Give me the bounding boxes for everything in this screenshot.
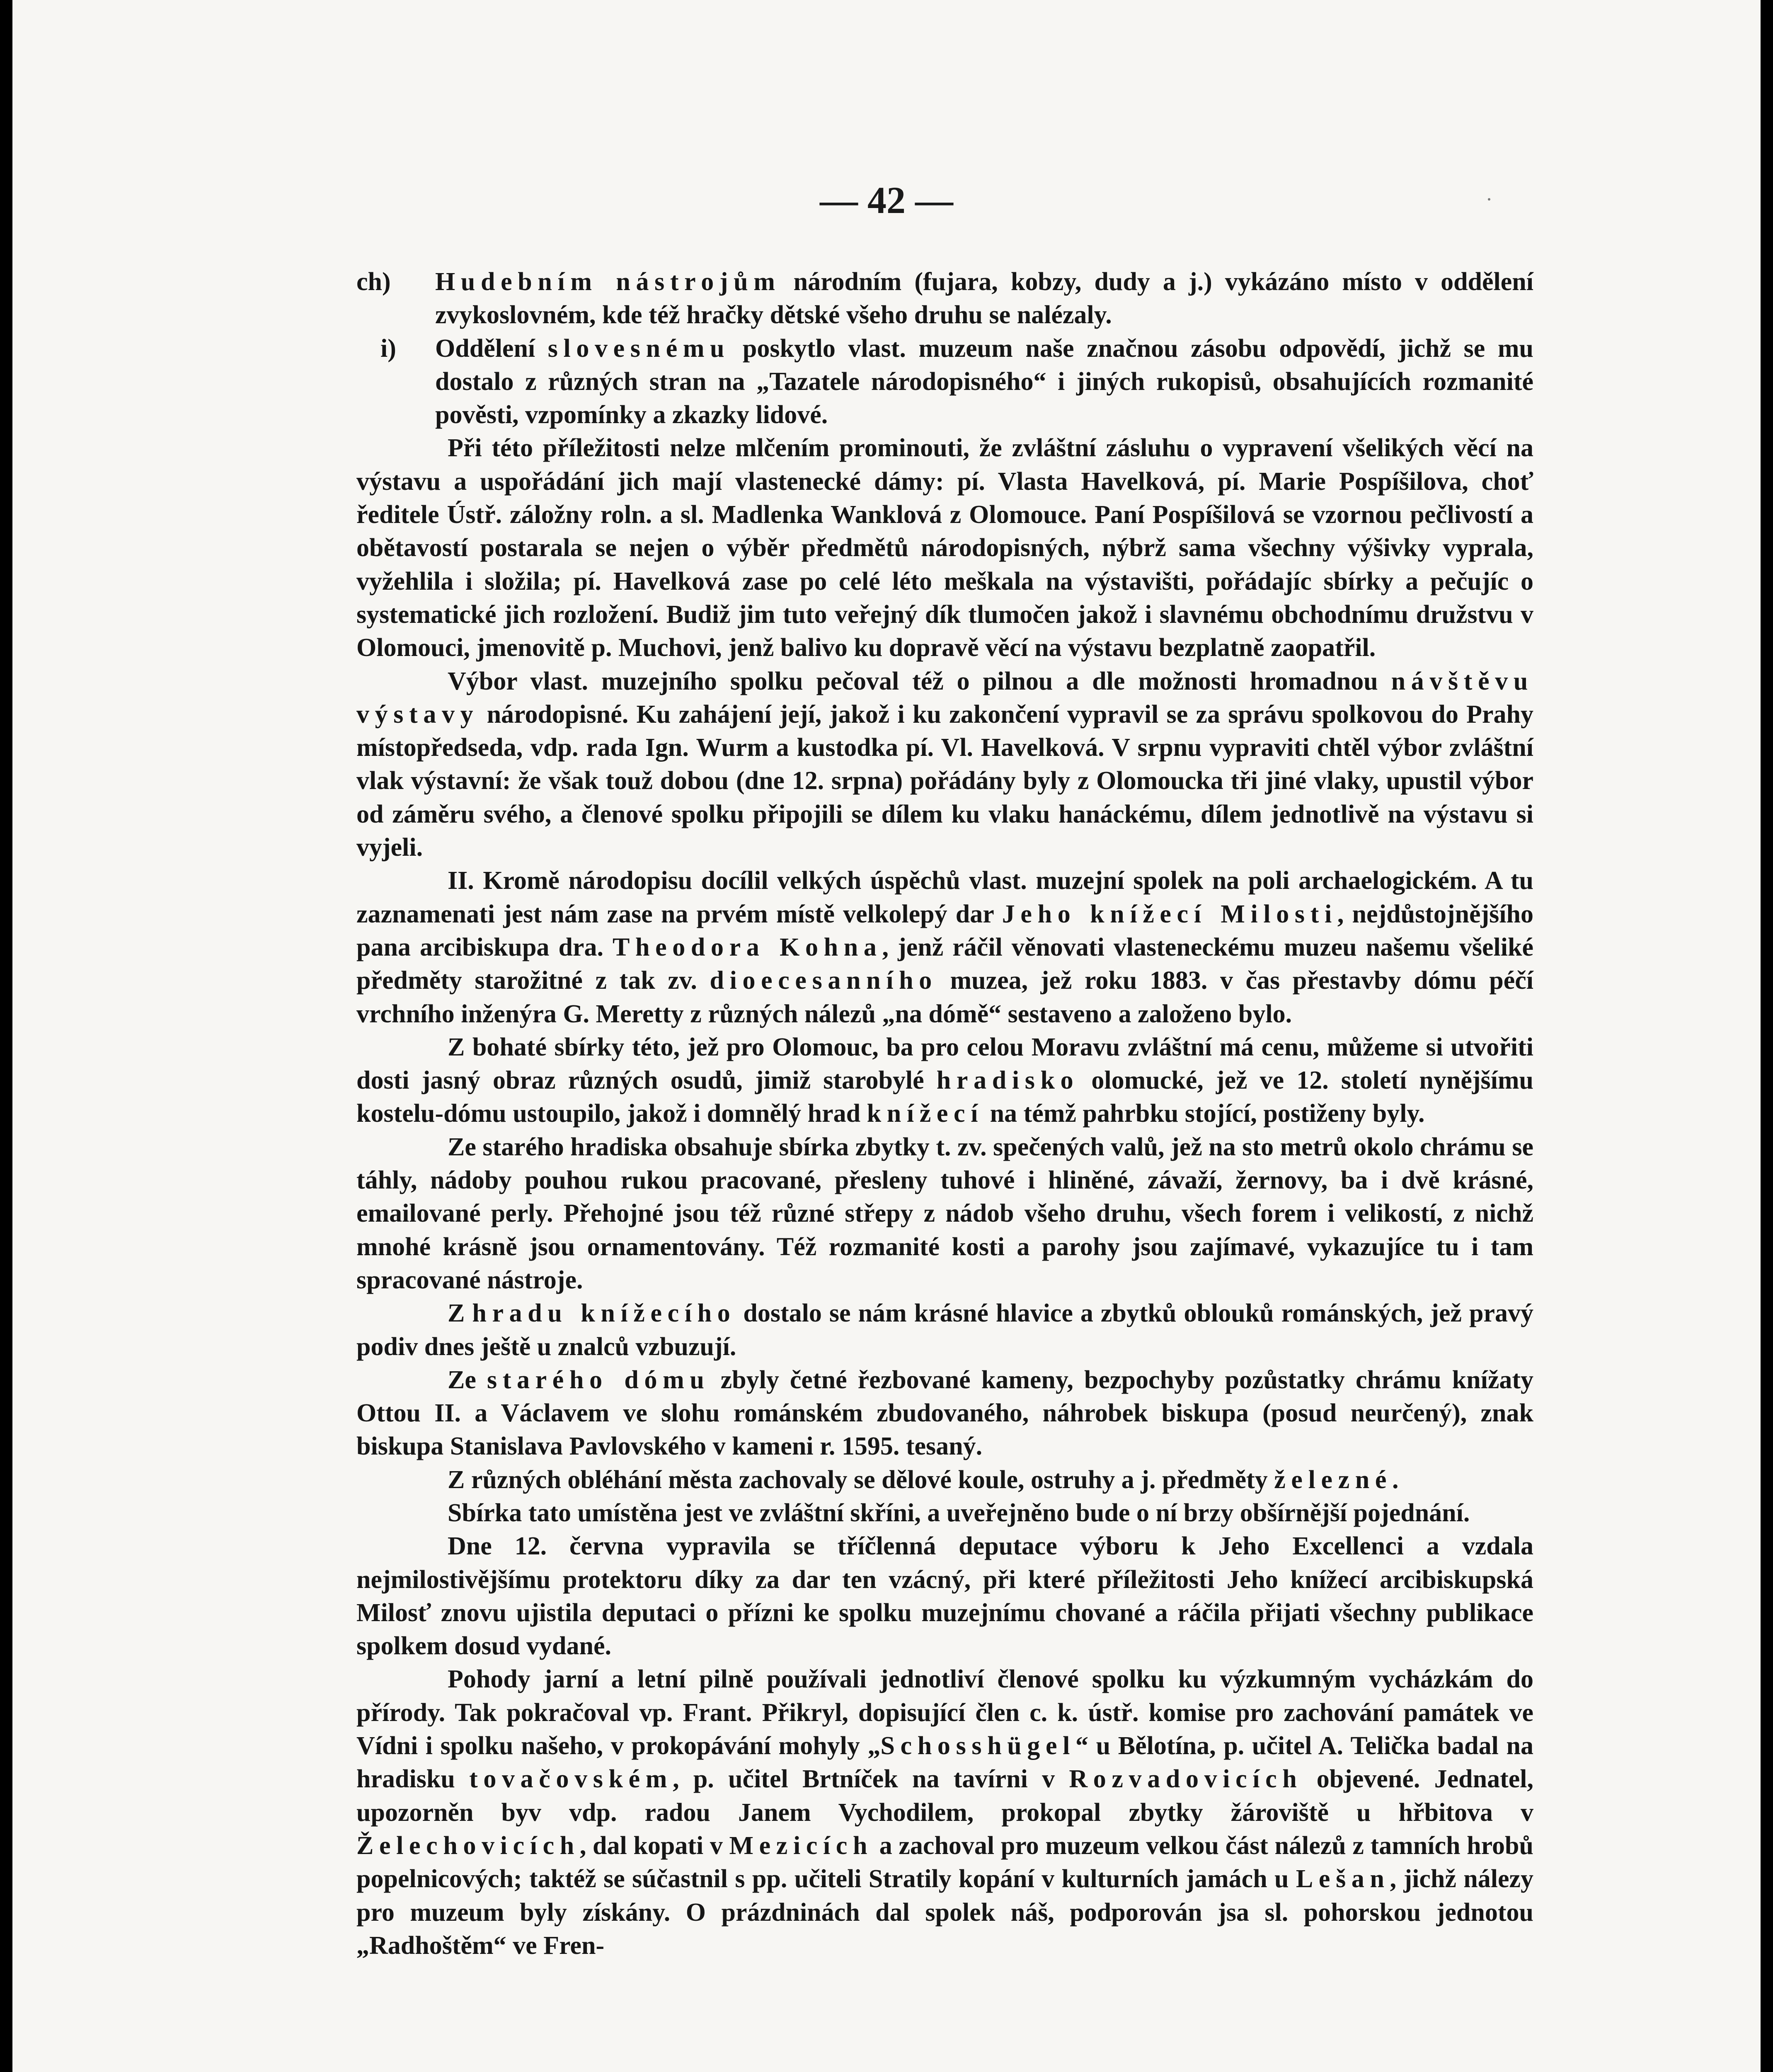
spaced-emphasis: Hudebním nástrojům xyxy=(435,268,781,296)
text-run: Oddělení xyxy=(435,334,548,363)
spaced-emphasis: knížecí xyxy=(867,1099,984,1128)
paragraph xyxy=(356,265,1533,332)
paragraph xyxy=(356,431,1533,664)
spaced-emphasis: tovačovském xyxy=(469,1765,673,1794)
spaced-emphasis: železné. xyxy=(1274,1465,1405,1494)
text-run: A tu zaznamenati jest nám zase na prvém místě velkolepý dar xyxy=(356,867,1533,928)
paragraph xyxy=(356,1031,1533,1130)
paragraph xyxy=(356,864,1533,1030)
text-run: zbyly četné řezbované kameny, bezpochyby pozůstatky chrámu knížaty Ottou II. a Václavem ve slohu románském zbudovaného, náhrobek biskupa (posud neurčený), znak biskupa Stanislava Pavlovského v kameni r. 1595. tesaný. xyxy=(356,1365,1533,1461)
spaced-emphasis: Theodora Kohna xyxy=(613,933,882,961)
spaced-emphasis: dioecesanního xyxy=(710,966,937,995)
text-run: , p. učitel Brtníček na tavírni v xyxy=(673,1765,1069,1794)
text-run: Pohody jarní a letní pilně používali jednotliví členové spolku ku výzkumným vycházkám do přírody. Tak pokračoval vp. Frant. Přikryl, dopisující člen c. k. ústř. komise pro zachování památek ve Vídni i spolku našeho, v prokopávání mohyly „ xyxy=(356,1665,1533,1760)
text-run: poskytlo vlast. muzeum naše značnou zásobu odpovědí, jichž se mu dostalo z různých stran na „Tazatele národopisného“ i jiných rukopisů, obsahujících rozmanité pověsti, vzpomínky a zkazky lidové. xyxy=(435,334,1533,429)
paragraph-label: ch) xyxy=(356,268,391,296)
bold-emphasis: archaelogickém. xyxy=(1298,867,1477,895)
paragraph xyxy=(356,1496,1533,1530)
text-run: II. Kromě národopisu docílil velkých úspěchů vlast. muzejní spolek na poli xyxy=(448,867,1298,895)
text-run: , nejdůstojnějšího pana arcibiskupa dra. xyxy=(356,900,1533,961)
paragraph xyxy=(356,665,1533,864)
text-run: dostalo se nám krásné hlavice a zbytků oblouků románských, jež pravý podiv dnes ještě u znalců vzbuzují. xyxy=(356,1299,1533,1361)
text-run: Dne 12. června vypravila se tříčlenná deputace výboru k Jeho Excellenci a vzdala nejmilostivějšímu protektoru díky za dar ten vzácný, při které příležitosti Jeho knížecí arcibiskupská Milosť znovu ujistila deputaci o přízni ke spolku muzejnímu chované a ráčila přijati všechny publikace spolkem dosud vydané. xyxy=(356,1532,1533,1661)
spaced-emphasis: slovesnému xyxy=(547,334,730,363)
text-run: Z xyxy=(448,1299,472,1328)
text-run: Sbírka tato umístěna jest ve zvláštní skříni, a uveřejněno bude o ní brzy obšírnější pojednání. xyxy=(448,1498,1470,1527)
text-run: , dal kopati v xyxy=(579,1831,729,1860)
text-run: národním (fujara, kobzy, dudy a j.) vykázáno místo v oddělení zvykoslovném, kde též hračky dětské všeho druhu se nalézaly. xyxy=(435,268,1533,329)
spaced-emphasis: Mezicích xyxy=(729,1831,873,1860)
spaced-emphasis: Schosshügel xyxy=(880,1732,1076,1760)
spaced-emphasis: starého dómu xyxy=(487,1365,710,1394)
page-number: — 42 — xyxy=(820,179,953,221)
text-run: olomucké, jež ve 12. století nynějšímu kostelu-dómu ustoupilo, jakož i domnělý hrad xyxy=(356,1066,1533,1128)
text-run: národopisné. Ku zahájení její, jakož i ku zakončení vypravil se za správu spolkovou do Prahy místopředseda, vdp. rada Ign. Wurm a kustodka pí. Vl. Havelková. V srpnu vypraviti chtěl výbor zvláštní vlak výstavní: že však touž dobou (dne 12. srpna) pořádány byly z Olomoucka tři jiné vlaky, upustil výbor od záměru svého, a členové spolku připojili se dílem ku vlaku hanáckému, dílem jednotlivě na výstavu si vyjeli. xyxy=(356,700,1533,862)
paragraph xyxy=(356,1130,1533,1297)
paragraph xyxy=(356,1297,1533,1363)
text-run: Při této příležitosti nelze mlčením prominouti, že zvláštní zásluhu o vypravení všelikých věcí na výstavu a uspořádání jich mají vlastenecké dámy: pí. Vlasta Havelková, pí. Marie Pospíšilova, choť ředitele Ústř. záložny roln. a sl. Madlenka Wanklová z Olomouce. Paní Pospíšilová se vzornou pečlivostí a obětavostí postarala se nejen o výběr předmětů národopisných, nýbrž sama všechny výšivky vyprala, vyžehlila i složila; pí. Havelková zase po celé léto meškala na výstavišti, pořádajíc sbírky a pečujíc o systematické jich rozložení. Budiž jim tuto veřejný dík tlumočen jakož i slavnému obchodnímu družstvu v Olomouci, jmenovitě p. Muchovi, jenž balivo ku dopravě věcí na výstavu bezplatně zaopatřil. xyxy=(356,434,1533,662)
spaced-emphasis: Želechovicích xyxy=(356,1831,580,1860)
text-run: Ze starého hradiska obsahuje sbírka zbytky t. zv. spečených valů, jež na sto metrů okolo chrámu se táhly, nádoby pouhou rukou pracované, přesleny tuhové i hliněné, závaží, žernovy, ba i dvě krásné, emailované perly. Přehojné jsou též různé střepy z nádob všeho druhu, všech forem i velikostí, z nichž mnohé krásně jsou ornamentovány. Též rozmanité kosti a parohy jsou zajímavé, vykazujíce tu i tam spracované nástroje. xyxy=(356,1133,1533,1294)
spaced-emphasis: hradu knížecího xyxy=(472,1299,736,1328)
text-run: Z bohaté sbírky této, jež pro Olomouc, ba pro celou Moravu zvláštní má cenu, můžeme si utvořiti dosti jasný obraz různých osudů, jimiž starobylé xyxy=(356,1033,1533,1095)
paragraph-label: i) xyxy=(380,334,396,363)
spaced-emphasis: Lešan xyxy=(1296,1865,1390,1893)
spaced-emphasis: Rozvadovicích xyxy=(1069,1765,1303,1794)
text-run: a zachoval pro muzeum velkou část nálezů z tamních hrobů popelnicových; taktéž se súčastnil s pp. učiteli Stratily kopání v kulturních jamách u xyxy=(356,1831,1533,1893)
text-run: Z různých obléhání města zachovaly se dělové koule, ostruhy a j. předměty xyxy=(448,1465,1274,1494)
text-run: objevené. Jednatel, upozorněn byv vdp. radou Janem Vychodilem, prokopal zbytky žároviště u hřbitova v xyxy=(356,1765,1533,1827)
paragraph xyxy=(356,1663,1533,1962)
text-run: Ze xyxy=(448,1365,487,1394)
body-text xyxy=(356,265,1533,1962)
text-run: , jichž nálezy pro muzeum byly získány. O prázdninách dal spolek náš, podporován jsa sl. pohorskou jednotou „Radhoštěm“ ve Fren- xyxy=(356,1865,1533,1960)
text-run: Výbor vlast. muzejního spolku pečoval též o pilnou a dle možnosti hromadnou xyxy=(448,667,1391,695)
paragraph xyxy=(356,332,1533,432)
text-run: na témž pahrbku stojící, postiženy byly. xyxy=(983,1099,1425,1128)
spaced-emphasis: Jeho knížecí Milosti xyxy=(1002,900,1337,928)
text-run: muzea, jež roku 1883. v čas přestavby dómu péčí vrchního inženýra G. Meretty z různých nálezů „na dómě“ sestaveno a založeno bylo. xyxy=(356,966,1534,1028)
document-page xyxy=(12,0,1761,2072)
paragraph xyxy=(356,1463,1533,1496)
paragraph xyxy=(356,1530,1533,1663)
spaced-emphasis: hradisko xyxy=(936,1066,1079,1095)
spaced-emphasis: návštěvu výstavy xyxy=(356,667,1533,729)
text-run: , jenž ráčil věnovati vlasteneckému muzeu našemu všeliké předměty starožitné z tak zv. xyxy=(356,933,1533,995)
paragraph xyxy=(356,1363,1533,1463)
text-run: “ u Bělotína, p. učitel A. Telička badal na hradisku xyxy=(356,1732,1533,1794)
